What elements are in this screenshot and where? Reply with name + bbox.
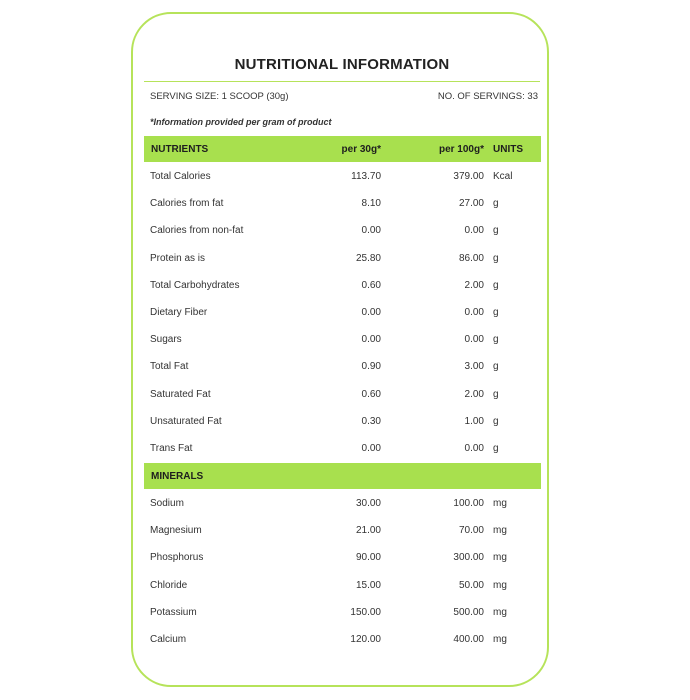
nutrient-name: Potassium bbox=[150, 606, 197, 618]
unit: mg bbox=[493, 579, 507, 591]
serving-info-row bbox=[150, 91, 538, 102]
value-per-100g: 0.00 bbox=[464, 307, 484, 318]
info-note: *Information provided per gram of product bbox=[150, 117, 332, 127]
table-row bbox=[150, 443, 542, 459]
value-per-30g: 90.00 bbox=[355, 552, 381, 564]
table-row bbox=[150, 361, 542, 377]
value-per-30g: 120.00 bbox=[350, 634, 381, 645]
table-row bbox=[150, 634, 542, 650]
value-per-100g: 379.00 bbox=[453, 171, 484, 182]
value-per-100g: 300.00 bbox=[453, 552, 484, 564]
table-row bbox=[150, 198, 542, 214]
nutrient-name: Total Carbohydrates bbox=[150, 279, 240, 291]
value-per-30g: 15.00 bbox=[355, 579, 381, 591]
servings-count: NO. OF SERVINGS: 33 bbox=[437, 91, 538, 102]
value-per-100g: 0.00 bbox=[464, 443, 484, 454]
unit: mg bbox=[493, 552, 507, 564]
nutrient-name: Total Fat bbox=[150, 361, 189, 373]
value-per-30g: 0.00 bbox=[361, 443, 381, 454]
minerals-column-header: MINERALS bbox=[151, 471, 204, 482]
nutrient-name: Magnesium bbox=[150, 525, 202, 537]
page-title: NUTRITIONAL INFORMATION bbox=[234, 56, 450, 73]
table-row bbox=[150, 307, 542, 323]
unit: mg bbox=[493, 634, 507, 645]
nutrient-name: Calories from fat bbox=[150, 198, 224, 210]
value-per-30g: 0.60 bbox=[361, 279, 381, 291]
table-row bbox=[150, 525, 542, 541]
nutrients-header-band bbox=[144, 136, 541, 162]
nutrient-name: Sugars bbox=[150, 334, 182, 346]
value-per-30g: 0.30 bbox=[361, 415, 381, 427]
value-per-30g: 0.00 bbox=[361, 307, 381, 318]
serving-size: SERVING SIZE: 1 SCOOP (30g) bbox=[150, 91, 289, 102]
value-per-30g: 8.10 bbox=[361, 198, 381, 210]
unit: g bbox=[493, 279, 499, 291]
unit: g bbox=[493, 361, 499, 373]
nutrients-column-header: NUTRIENTS bbox=[151, 144, 209, 155]
table-row bbox=[150, 389, 542, 405]
unit: mg bbox=[493, 498, 507, 509]
value-per-30g: 0.00 bbox=[361, 334, 381, 346]
nutrient-name: Sodium bbox=[150, 498, 184, 509]
value-per-30g: 0.90 bbox=[361, 361, 381, 373]
title-divider bbox=[144, 81, 540, 82]
units-column-header: UNITS bbox=[493, 144, 523, 155]
table-row bbox=[150, 498, 542, 514]
value-per-100g: 2.00 bbox=[464, 279, 484, 291]
value-per-100g: 3.00 bbox=[464, 361, 484, 373]
nutrient-name: Phosphorus bbox=[150, 552, 204, 564]
nutrient-name: Calories from non-fat bbox=[150, 225, 244, 237]
unit: mg bbox=[493, 525, 507, 537]
nutrient-name: Unsaturated Fat bbox=[150, 415, 222, 427]
value-per-100g: 500.00 bbox=[453, 606, 484, 618]
value-per-100g: 86.00 bbox=[458, 252, 484, 264]
nutrient-name: Dietary Fiber bbox=[150, 307, 208, 318]
unit: g bbox=[493, 388, 499, 400]
unit: g bbox=[493, 252, 499, 264]
value-per-100g: 70.00 bbox=[458, 525, 484, 537]
value-per-100g: 100.00 bbox=[453, 498, 484, 509]
table-row bbox=[150, 416, 542, 432]
value-per-100g: 27.00 bbox=[458, 198, 484, 210]
value-per-100g: 400.00 bbox=[453, 634, 484, 645]
unit: mg bbox=[493, 606, 507, 618]
value-per-100g: 0.00 bbox=[464, 225, 484, 237]
table-row bbox=[150, 225, 542, 241]
table-row bbox=[150, 607, 542, 623]
value-per-30g: 21.00 bbox=[355, 525, 381, 537]
value-per-100g: 2.00 bbox=[464, 388, 484, 400]
unit: g bbox=[493, 415, 499, 427]
unit: g bbox=[493, 443, 499, 454]
value-per-30g: 0.00 bbox=[361, 225, 381, 237]
unit: g bbox=[493, 198, 499, 210]
nutrient-name: Saturated Fat bbox=[150, 388, 211, 400]
value-per-30g: 150.00 bbox=[350, 606, 381, 618]
nutrient-name: Calcium bbox=[150, 634, 187, 645]
per100-column-header: per 100g* bbox=[438, 144, 484, 155]
table-row bbox=[150, 280, 542, 296]
value-per-30g: 25.80 bbox=[355, 252, 381, 264]
unit: Kcal bbox=[493, 171, 513, 182]
value-per-100g: 50.00 bbox=[458, 579, 484, 591]
value-per-30g: 113.70 bbox=[351, 171, 381, 182]
unit: g bbox=[493, 225, 499, 237]
unit: g bbox=[493, 307, 499, 318]
value-per-30g: 0.60 bbox=[361, 388, 381, 400]
table-row bbox=[150, 334, 542, 350]
nutrient-name: Protein as is bbox=[150, 252, 206, 264]
unit: g bbox=[493, 334, 499, 346]
nutrient-name: Chloride bbox=[150, 579, 188, 591]
table-row bbox=[150, 171, 542, 187]
value-per-100g: 0.00 bbox=[464, 334, 484, 346]
nutrient-name: Trans Fat bbox=[150, 443, 193, 454]
value-per-100g: 1.00 bbox=[464, 415, 484, 427]
table-row bbox=[150, 253, 542, 269]
minerals-header-band bbox=[144, 463, 541, 489]
table-row bbox=[150, 580, 542, 596]
value-per-30g: 30.00 bbox=[355, 498, 381, 509]
per30-column-header: per 30g* bbox=[341, 144, 381, 155]
nutrient-name: Total Calories bbox=[150, 171, 211, 182]
table-row bbox=[150, 552, 542, 568]
